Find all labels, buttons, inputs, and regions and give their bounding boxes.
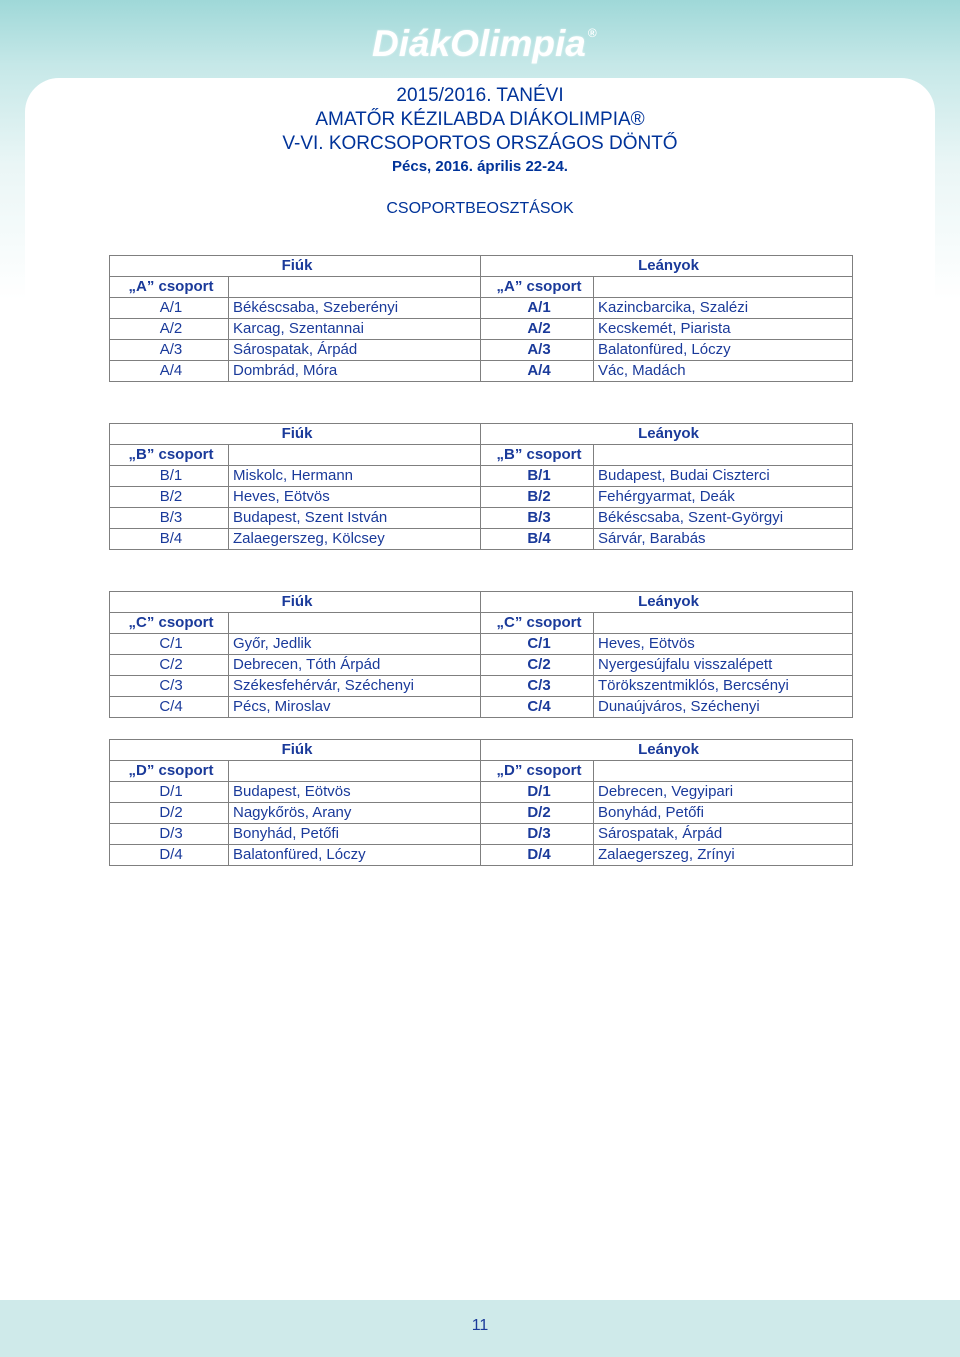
empty-cell <box>594 277 853 298</box>
table-row <box>110 845 853 866</box>
empty-cell <box>229 761 481 782</box>
girls-team: Kecskemét, Piarista <box>594 319 853 340</box>
header-venue-date: Pécs, 2016. április 22-24. <box>392 158 568 175</box>
girls-team: Békéscsaba, Szent-Györgyi <box>594 508 853 529</box>
boys-code: C/3 <box>110 676 229 697</box>
table-header-row <box>110 740 853 761</box>
header-school-year: 2015/2016. TANÉVI <box>396 85 564 106</box>
boys-group-name: „A” csoport <box>110 277 229 298</box>
group-table-b <box>109 423 853 550</box>
table-row <box>110 298 853 319</box>
boys-team: Békéscsaba, Szeberényi <box>229 298 481 319</box>
table-row <box>110 319 853 340</box>
girls-team: Dunaújváros, Széchenyi <box>594 697 853 718</box>
boys-code: B/4 <box>110 529 229 550</box>
girls-code: A/3 <box>481 340 594 361</box>
document-header <box>0 84 960 218</box>
boys-label: Fiúk <box>110 256 481 277</box>
diakolimpia-logo <box>372 22 597 66</box>
girls-code: B/1 <box>481 466 594 487</box>
table-row <box>110 655 853 676</box>
boys-code: C/2 <box>110 655 229 676</box>
boys-group-name: „D” csoport <box>110 761 229 782</box>
table-row <box>110 508 853 529</box>
boys-label: Fiúk <box>110 592 481 613</box>
girls-code: A/1 <box>481 298 594 319</box>
girls-label: Leányok <box>481 740 853 761</box>
empty-cell <box>229 277 481 298</box>
boys-label: Fiúk <box>110 424 481 445</box>
boys-team: Dombrád, Móra <box>229 361 481 382</box>
boys-team: Pécs, Miroslav <box>229 697 481 718</box>
boys-team: Budapest, Eötvös <box>229 782 481 803</box>
girls-code: D/2 <box>481 803 594 824</box>
header-subtitle: CSOPORTBEOSZTÁSOK <box>386 200 574 217</box>
group-table-c <box>109 591 853 718</box>
girls-group-name: „D” csoport <box>481 761 594 782</box>
boys-code: D/4 <box>110 845 229 866</box>
empty-cell <box>594 613 853 634</box>
girls-code: B/2 <box>481 487 594 508</box>
girls-code: B/3 <box>481 508 594 529</box>
table-row <box>110 676 853 697</box>
group-name-row <box>110 445 853 466</box>
boys-team: Budapest, Szent István <box>229 508 481 529</box>
girls-label: Leányok <box>481 424 853 445</box>
boys-code: D/3 <box>110 824 229 845</box>
girls-code: A/2 <box>481 319 594 340</box>
boys-code: A/1 <box>110 298 229 319</box>
table-row <box>110 340 853 361</box>
girls-team: Balatonfüred, Lóczy <box>594 340 853 361</box>
girls-code: C/2 <box>481 655 594 676</box>
boys-team: Sárospatak, Árpád <box>229 340 481 361</box>
logo-text: DiákOlimpia <box>372 23 586 64</box>
boys-code: A/3 <box>110 340 229 361</box>
header-event-title: AMATŐR KÉZILABDA DIÁKOLIMPIA® <box>315 109 645 130</box>
group-name-row <box>110 761 853 782</box>
empty-cell <box>594 445 853 466</box>
empty-cell <box>229 445 481 466</box>
boys-code: D/1 <box>110 782 229 803</box>
girls-group-name: „B” csoport <box>481 445 594 466</box>
boys-code: D/2 <box>110 803 229 824</box>
girls-label: Leányok <box>481 256 853 277</box>
table-row <box>110 803 853 824</box>
boys-code: B/1 <box>110 466 229 487</box>
girls-team: Törökszentmiklós, Bercsényi <box>594 676 853 697</box>
girls-code: D/3 <box>481 824 594 845</box>
girls-team: Budapest, Budai Ciszterci <box>594 466 853 487</box>
girls-team: Zalaegerszeg, Zrínyi <box>594 845 853 866</box>
girls-code: B/4 <box>481 529 594 550</box>
girls-group-name: „C” csoport <box>481 613 594 634</box>
table-header-row <box>110 256 853 277</box>
table-row <box>110 697 853 718</box>
boys-team: Debrecen, Tóth Árpád <box>229 655 481 676</box>
boys-team: Balatonfüred, Lóczy <box>229 845 481 866</box>
table-row <box>110 487 853 508</box>
table-row <box>110 361 853 382</box>
page-number: 11 <box>471 1317 489 1334</box>
girls-code: C/4 <box>481 697 594 718</box>
girls-code: A/4 <box>481 361 594 382</box>
boys-group-name: „B” csoport <box>110 445 229 466</box>
group-name-row <box>110 613 853 634</box>
girls-team: Sárvár, Barabás <box>594 529 853 550</box>
boys-team: Bonyhád, Petőfi <box>229 824 481 845</box>
boys-code: A/2 <box>110 319 229 340</box>
header-event-stage: V-VI. KORCSOPORTOS ORSZÁGOS DÖNTŐ <box>282 133 678 154</box>
girls-team: Nyergesújfalu visszalépett <box>594 655 853 676</box>
boys-team: Heves, Eötvös <box>229 487 481 508</box>
girls-team: Debrecen, Vegyipari <box>594 782 853 803</box>
empty-cell <box>594 761 853 782</box>
boys-team: Zalaegerszeg, Kölcsey <box>229 529 481 550</box>
page-footer <box>0 1300 960 1357</box>
table-row <box>110 634 853 655</box>
table-header-row <box>110 424 853 445</box>
girls-code: C/1 <box>481 634 594 655</box>
group-name-row <box>110 277 853 298</box>
boys-code: C/1 <box>110 634 229 655</box>
table-row <box>110 529 853 550</box>
boys-code: B/3 <box>110 508 229 529</box>
boys-code: C/4 <box>110 697 229 718</box>
girls-label: Leányok <box>481 592 853 613</box>
table-header-row <box>110 592 853 613</box>
boys-code: A/4 <box>110 361 229 382</box>
girls-team: Sárospatak, Árpád <box>594 824 853 845</box>
girls-code: C/3 <box>481 676 594 697</box>
boys-team: Nagykőrös, Arany <box>229 803 481 824</box>
boys-team: Győr, Jedlik <box>229 634 481 655</box>
girls-team: Bonyhád, Petőfi <box>594 803 853 824</box>
group-table-a <box>109 255 853 382</box>
group-table-d <box>109 739 853 866</box>
girls-team: Kazincbarcika, Szalézi <box>594 298 853 319</box>
boys-team: Karcag, Szentannai <box>229 319 481 340</box>
girls-team: Vác, Madách <box>594 361 853 382</box>
boys-group-name: „C” csoport <box>110 613 229 634</box>
girls-group-name: „A” csoport <box>481 277 594 298</box>
girls-team: Fehérgyarmat, Deák <box>594 487 853 508</box>
girls-code: D/4 <box>481 845 594 866</box>
empty-cell <box>229 613 481 634</box>
table-row <box>110 824 853 845</box>
logo-registered-mark: ® <box>587 26 597 40</box>
table-row <box>110 466 853 487</box>
boys-label: Fiúk <box>110 740 481 761</box>
table-row <box>110 782 853 803</box>
boys-team: Miskolc, Hermann <box>229 466 481 487</box>
girls-code: D/1 <box>481 782 594 803</box>
girls-team: Heves, Eötvös <box>594 634 853 655</box>
boys-team: Székesfehérvár, Széchenyi <box>229 676 481 697</box>
boys-code: B/2 <box>110 487 229 508</box>
